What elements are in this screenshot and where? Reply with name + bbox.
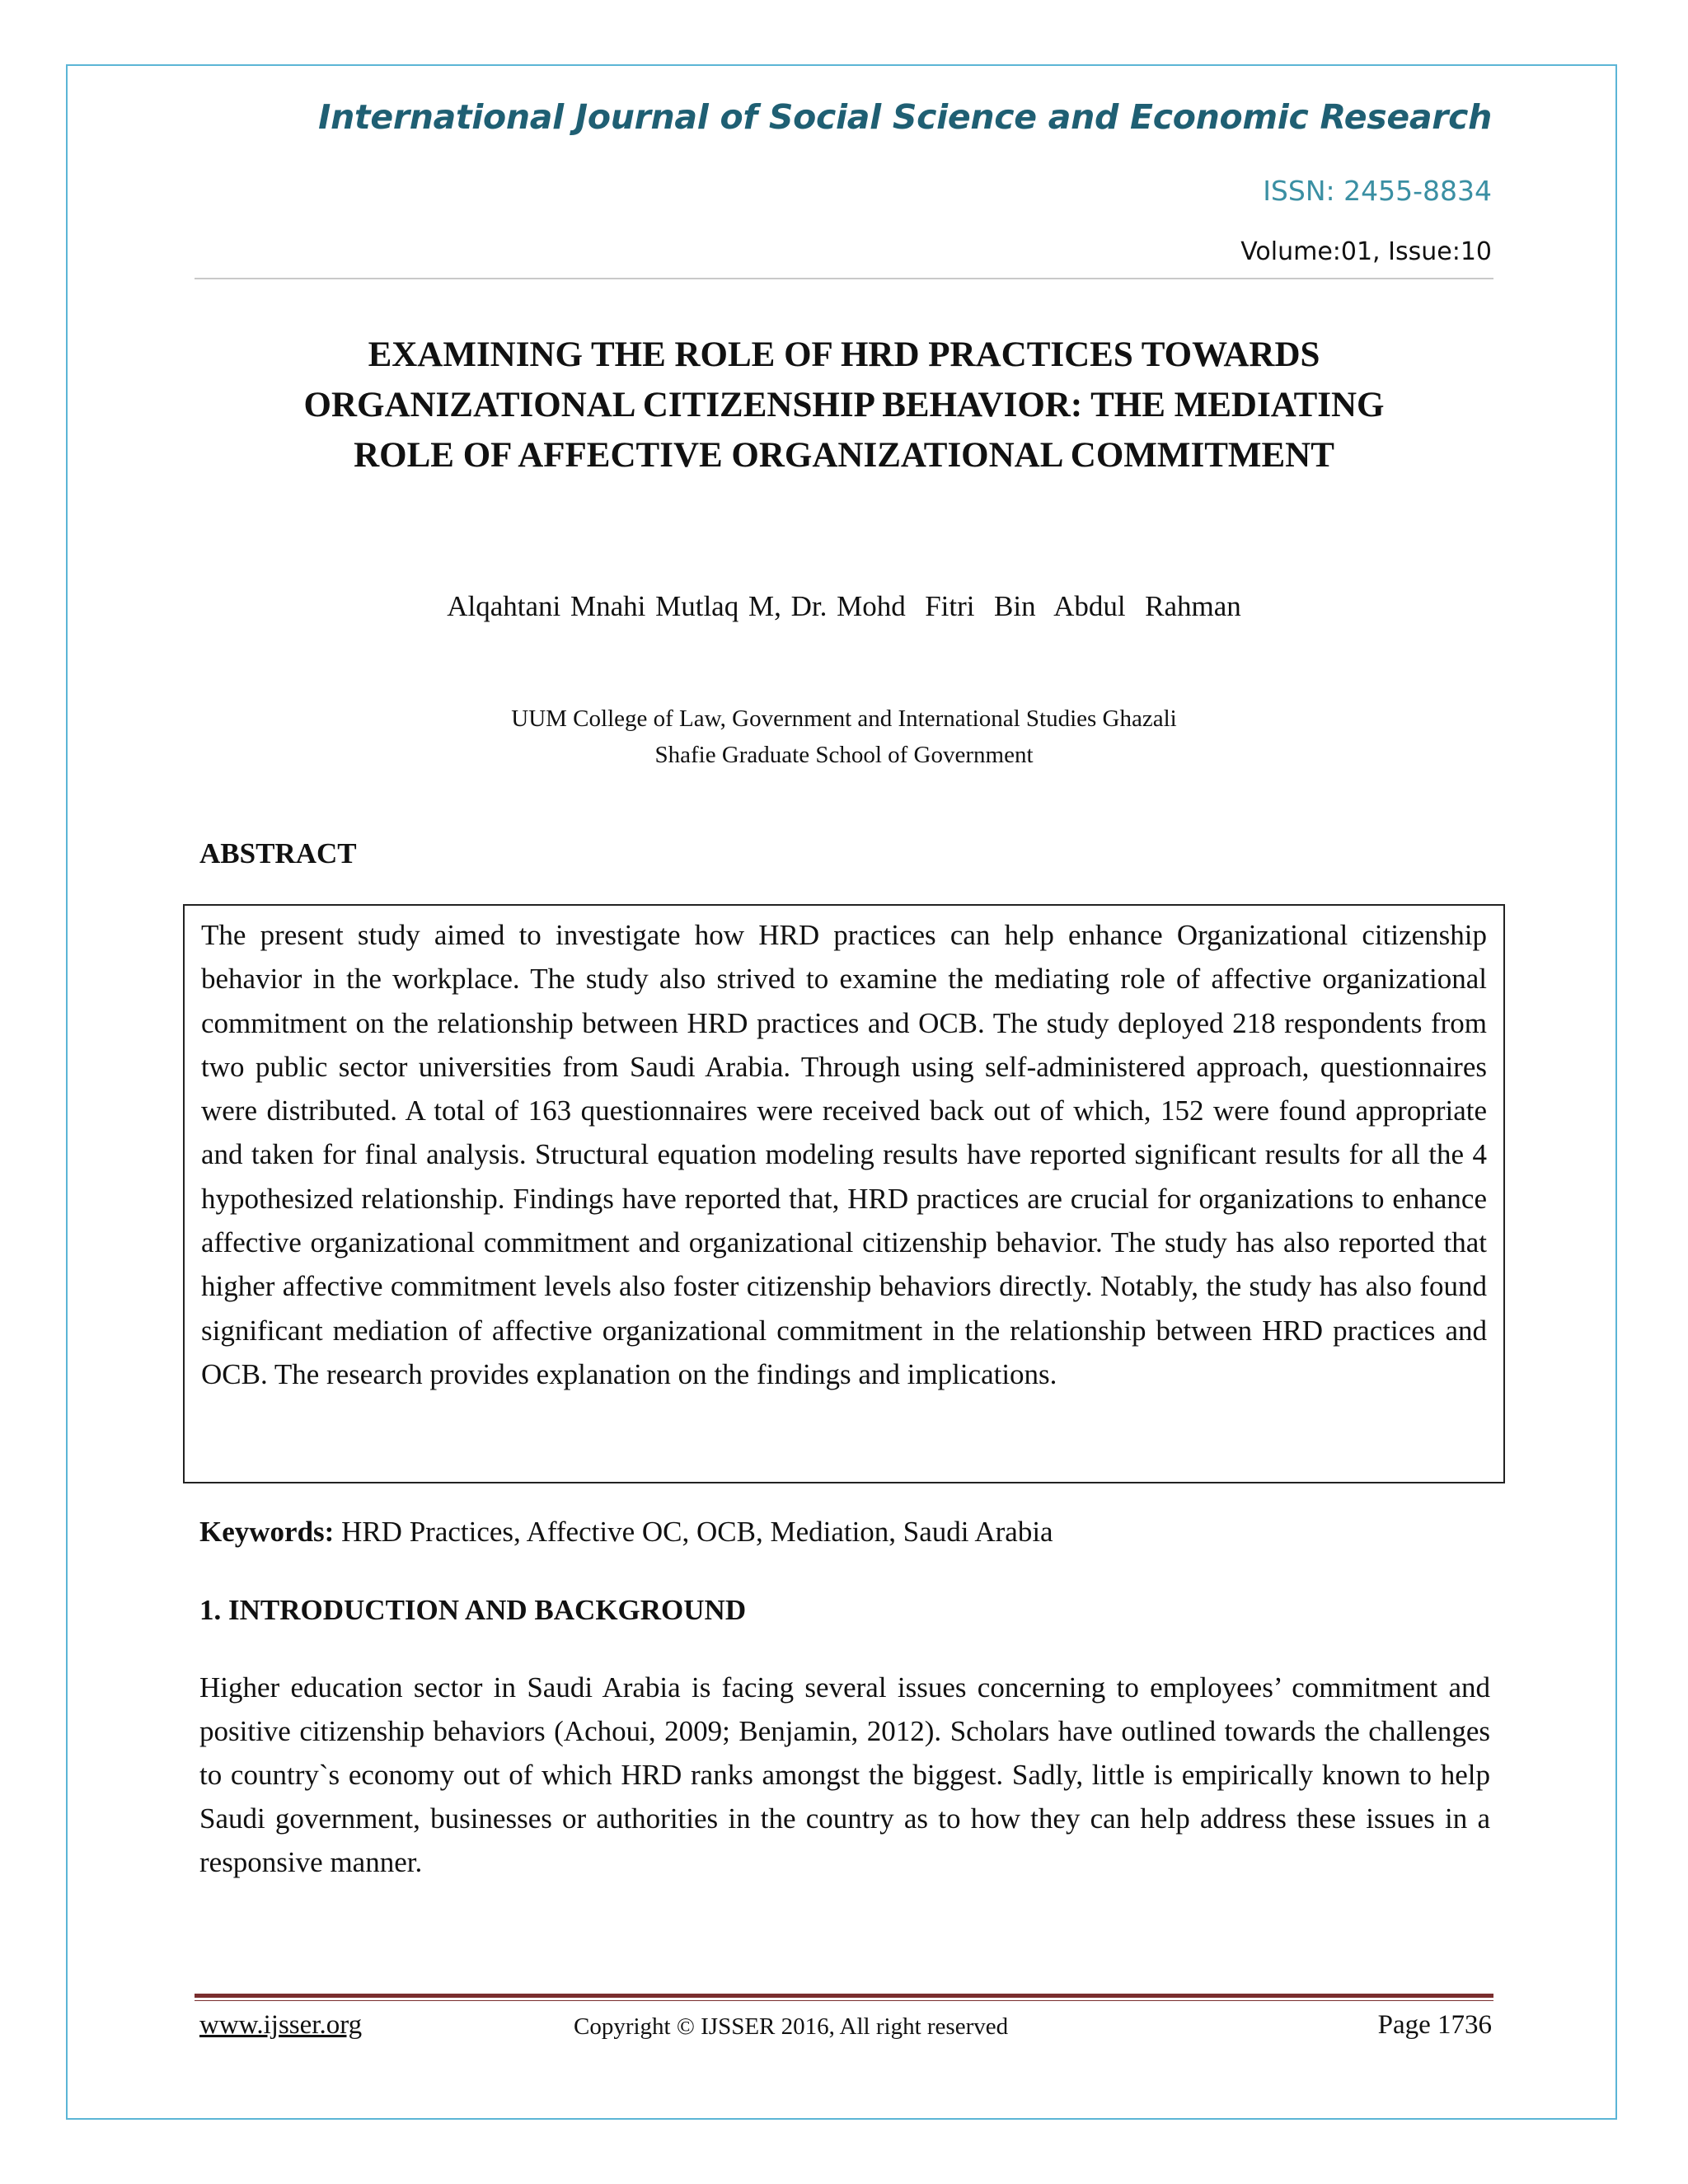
abstract-text: The present study aimed to investigate how HRD practices can help enhance Organizational citizenship behavior in the workplace. The study also strived to examine the mediating role of affective organizational commitment on the relationship between HRD practices and OCB. The study deployed 218 respondents from two public sector universities from Saudi Arabia. Through using self-administered approach, questionnaires were distributed. A total of 163 questionnaires were received back out of which, 152 were found appropriate and taken for final analysis. Structural equation modeling results have reported significant results for all the 4 hypothesized relationship. Findings have reported that, HRD practices are crucial for organizations to enhance affective organizational commitment and organizational citizenship behavior. The study has also reported that higher affective commitment levels also foster citizenship behaviors directly. Notably, the study has also found significant mediation of affective organizational commitment in the relationship between HRD practices and OCB. The research provides explanation on the findings and implications. xyxy=(201,919,1487,1390)
page-number: Page 1736 xyxy=(1377,2010,1492,2040)
introduction-heading: 1. INTRODUCTION AND BACKGROUND xyxy=(199,1594,747,1626)
volume-issue: Volume:01, Issue:10 xyxy=(1240,237,1492,266)
affiliation-line: UUM College of Law, Government and International Studies Ghazali xyxy=(511,705,1177,732)
authors: Alqahtani Mnahi Mutlaq M, Dr. Mohd Fitri Bin Abdul Rahman xyxy=(447,590,1241,622)
paper-title-line: ROLE OF AFFECTIVE ORGANIZATIONAL COMMITMENT xyxy=(354,436,1334,475)
paper-title xyxy=(195,330,1493,480)
paper-title-line: ORGANIZATIONAL CITIZENSHIP BEHAVIOR: THE MEDIATING xyxy=(303,386,1385,424)
introduction-text: Higher education sector in Saudi Arabia is facing several issues concerning to employees’ commitment and positive citizenship behaviors (Achoui, 2009; Benjamin, 2012). Scholars have outlined towards the challenges to country`s economy out of which HRD ranks amongst the biggest. Sadly, little is empirically known to help Saudi government, businesses or authorities in the country as to how they can help address these issues in a responsive manner. xyxy=(199,1671,1490,1878)
abstract-box xyxy=(183,904,1505,1483)
paper-title-line: EXAMINING THE ROLE OF HRD PRACTICES TOWARDS xyxy=(368,335,1320,374)
affiliation xyxy=(195,701,1493,773)
affiliation-line: Shafie Graduate School of Government xyxy=(654,742,1034,768)
footer-divider-thin xyxy=(195,2000,1493,2001)
abstract-heading: ABSTRACT xyxy=(199,837,357,869)
header-divider xyxy=(195,278,1493,279)
keywords xyxy=(199,1516,1053,1549)
issn: ISSN: 2455-8834 xyxy=(1263,175,1492,207)
footer-copyright: Copyright © IJSSER 2016, All right reserved xyxy=(574,2013,1009,2040)
keywords-label: Keywords: xyxy=(199,1516,335,1548)
footer-divider xyxy=(195,1994,1493,1998)
journal-title: International Journal of Social Science and Economic Research xyxy=(318,97,1492,137)
footer-website-link[interactable]: www.ijsser.org xyxy=(199,2010,363,2040)
keywords-value: HRD Practices, Affective OC, OCB, Mediation, Saudi Arabia xyxy=(341,1516,1053,1548)
